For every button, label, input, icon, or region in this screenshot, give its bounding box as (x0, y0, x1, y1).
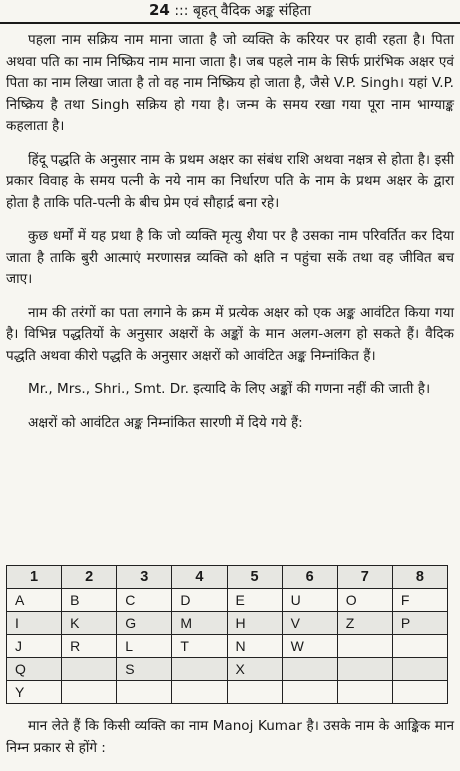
table-cell: E (227, 589, 282, 612)
paragraph-example-name: मान लेते हैं कि किसी व्यक्ति का नाम Manoj Kumar है। उसके नाम के आङ्किक मान निम्न प्रकार से होंगे : (6, 718, 454, 756)
table-cell (282, 658, 337, 681)
table-cell: B (62, 589, 117, 612)
body-text (6, 30, 454, 446)
table-cell (282, 681, 337, 704)
table-cell: N (227, 635, 282, 658)
table-cell (392, 658, 447, 681)
table-cell: J (7, 635, 62, 658)
table-cell: U (282, 589, 337, 612)
table-cell (62, 658, 117, 681)
table-cell: Y (7, 681, 62, 704)
table-header-cell: 7 (337, 566, 392, 589)
table-cell: S (117, 658, 172, 681)
table-row (7, 681, 448, 704)
table-header-cell: 1 (7, 566, 62, 589)
table-cell (392, 681, 447, 704)
paragraph-letter-numbers: नाम की तरंगों का पता लगाने के क्रम में प्रत्येक अक्षर को एक अङ्क आवंटित किया गया है। विभिन्न पद्धतियों के अनुसार अक्षरों के अङ्कों के मान अलग-अलग हो सकते हैं। वैदिक पद्धति अथवा कीरो पद्धति के अनुसार अक्षरों को आवंटित अङ्क निम्नांकित हैं। (6, 304, 454, 364)
table-header-cell: 2 (62, 566, 117, 589)
closing-text (6, 716, 454, 771)
table-cell: P (392, 612, 447, 635)
table-header-cell: 3 (117, 566, 172, 589)
table-cell: L (117, 635, 172, 658)
table-cell: O (337, 589, 392, 612)
paragraph-hindu-system: हिंदू पद्धति के अनुसार नाम के प्रथम अक्षर का संबंध राशि अथवा नक्षत्र से होता है। इसी प्रकार विवाह के समय पत्नी के नये नाम का निर्धारण पति के नाम के प्रथम अक्षर के द्वारा होता है ताकि पति-पत्नी के बीच प्रेम एवं सौहार्द्र बना रहे। (6, 151, 454, 211)
table-cell: F (392, 589, 447, 612)
table-cell: Z (337, 612, 392, 635)
table-cell (337, 681, 392, 704)
table-cell: W (282, 635, 337, 658)
paragraph-titles-excluded: Mr., Mrs., Shri., Smt. Dr. इत्यादि के लिए अङ्कों की गणना नहीं की जाती है। (28, 381, 431, 397)
table-row (7, 658, 448, 681)
table-cell (62, 681, 117, 704)
table-cell: C (117, 589, 172, 612)
table-cell (117, 681, 172, 704)
table-row (7, 589, 448, 612)
page-header (0, 0, 460, 24)
table-cell: T (172, 635, 227, 658)
letter-number-table (6, 565, 448, 704)
table-row (7, 635, 448, 658)
page-number: 24 (149, 1, 170, 19)
table-cell: K (62, 612, 117, 635)
table-cell (227, 681, 282, 704)
table-header-cell: 8 (392, 566, 447, 589)
paragraph-religious-custom: कुछ धर्मों में यह प्रथा है कि जो व्यक्ति मृत्यु शैया पर है उसका नाम परिवर्तित कर दिया जाता है ताकि बुरी आत्माएं मरणासन्न व्यक्ति को क्षति न पहुंचा सकें तथा वह जीवित बच जाए। (6, 228, 454, 287)
table-cell: H (227, 612, 282, 635)
table-cell: V (282, 612, 337, 635)
header-separator: ::: (174, 3, 189, 19)
table-cell: R (62, 635, 117, 658)
table-cell (337, 635, 392, 658)
table-header-cell: 6 (282, 566, 337, 589)
table-cell (172, 681, 227, 704)
table-header-cell: 4 (172, 566, 227, 589)
table-header-row (7, 566, 448, 589)
table-cell (337, 658, 392, 681)
table-cell: D (172, 589, 227, 612)
table-header-cell: 5 (227, 566, 282, 589)
table-cell: Q (7, 658, 62, 681)
book-title: बृहत् वैदिक अङ्क संहिता (192, 3, 311, 19)
table-cell: A (7, 589, 62, 612)
table-cell: G (117, 612, 172, 635)
table-cell: I (7, 612, 62, 635)
table-cell: X (227, 658, 282, 681)
table-row (7, 612, 448, 635)
table-cell (392, 635, 447, 658)
paragraph-active-passive-name: पहला नाम सक्रिय नाम माना जाता है जो व्यक्ति के करियर पर हावी रहता है। पिता अथवा पति का नाम निष्क्रिय नाम माना जाता है। जब पहले नाम के सिर्फ प्रारंभिक अक्षर एवं पिता का नाम लिखा जाता है तो वह नाम निष्क्रिय हो जाता है, जैसे V.P. Singh। यहां V.P. निष्क्रिय है तथा Singh सक्रिय हो गया है। जन्म के समय रखा गया पूरा नाम भाग्याङ्क कहलाता है। (6, 32, 454, 134)
paragraph-table-intro: अक्षरों को आवंटित अङ्क निम्नांकित सारणी में दिये गये हैं: (28, 414, 303, 431)
table-cell (172, 658, 227, 681)
table-cell: M (172, 612, 227, 635)
